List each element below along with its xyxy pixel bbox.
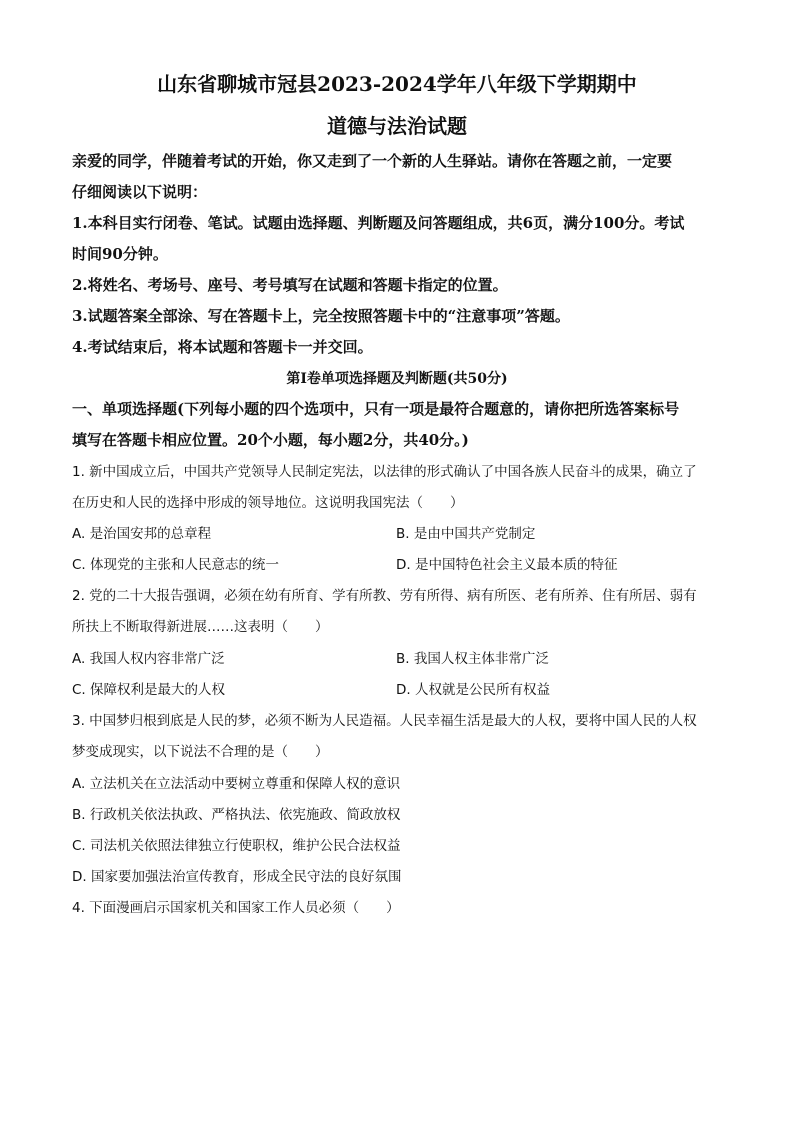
question-2-option-d: D. 人权就是公民所有权益 — [396, 682, 550, 698]
part-instructions-line-1: 一、单项选择题(下列每小题的四个选项中，只有一项是最符合题意的，请你把所选答案标号 — [72, 400, 680, 418]
question-3-option-c: C. 司法机关依照法律独立行使职权，维护公民合法权益 — [72, 838, 401, 854]
question-1-option-b: B. 是由中国共产党制定 — [396, 526, 536, 542]
question-2-option-a: A. 我国人权内容非常广泛 — [72, 651, 225, 667]
exam-title: 山东省聊城市冠县2023-2024学年八年级下学期期中 — [157, 72, 637, 96]
question-3-option-b: B. 行政机关依法执政、严格执法、依宪施政、简政放权 — [72, 807, 401, 823]
rule-2: 2.将姓名、考场号、座号、考号填写在试题和答题卡指定的位置。 — [72, 276, 508, 294]
question-1-stem-line-1: 1. 新中国成立后，中国共产党领导人民制定宪法，以法律的形式确认了中国各族人民奋斗的成果，确立了 — [72, 464, 697, 480]
question-3-stem-line-2: 梦变成现实，以下说法不合理的是（ ） — [72, 744, 329, 760]
question-1-option-a: A. 是治国安邦的总章程 — [72, 526, 212, 542]
rule-1-line-1: 1.本科目实行闭卷、笔试。试题由选择题、判断题及问答题组成，共6页，满分100分。考试 — [72, 214, 685, 232]
question-2-option-b: B. 我国人权主体非常广泛 — [396, 651, 549, 667]
question-3-option-d: D. 国家要加强法治宣传教育，形成全民守法的良好氛围 — [72, 869, 402, 885]
exam-subject-title: 道德与法治试题 — [327, 114, 467, 138]
rule-3: 3.试题答案全部涂、写在答题卡上，完全按照答题卡中的“注意事项”答题。 — [72, 307, 570, 325]
section-heading: 第Ⅰ卷单项选择题及判断题(共50分) — [286, 371, 508, 387]
part-instructions-line-2: 填写在答题卡相应位置。20个小题，每小题2分，共40分。) — [72, 431, 469, 449]
question-2-stem-line-1: 2. 党的二十大报告强调，必须在幼有所育、学有所教、劳有所得、病有所医、老有所养、住有所居、弱有 — [72, 588, 697, 604]
question-1-stem-line-2: 在历史和人民的选择中形成的领导地位。这说明我国宪法（ ） — [72, 495, 464, 511]
intro-line-2: 仔细阅读以下说明： — [72, 183, 208, 201]
question-3-option-a: A. 立法机关在立法活动中要树立尊重和保障人权的意识 — [72, 776, 401, 792]
intro-line-1: 亲爱的同学，伴随着考试的开始，你又走到了一个新的人生驿站。请你在答题之前，一定要 — [72, 152, 673, 170]
question-3-stem-line-1: 3. 中国梦归根到底是人民的梦，必须不断为人民造福。人民幸福生活是最大的人权，要将中国人民的人权 — [72, 713, 697, 729]
question-1-option-c: C. 体现党的主张和人民意志的统一 — [72, 557, 280, 573]
question-4-stem-line-1: 4. 下面漫画启示国家机关和国家工作人员必须（ ） — [72, 900, 400, 916]
question-1-option-d: D. 是中国特色社会主义最本质的特征 — [396, 557, 618, 573]
question-2-stem-line-2: 所扶上不断取得新进展……这表明（ ） — [72, 619, 329, 635]
rule-1-line-2: 时间90分钟。 — [72, 245, 168, 263]
question-2-option-c: C. 保障权利是最大的人权 — [72, 682, 226, 698]
rule-4: 4.考试结束后，将本试题和答题卡一并交回。 — [72, 338, 373, 356]
